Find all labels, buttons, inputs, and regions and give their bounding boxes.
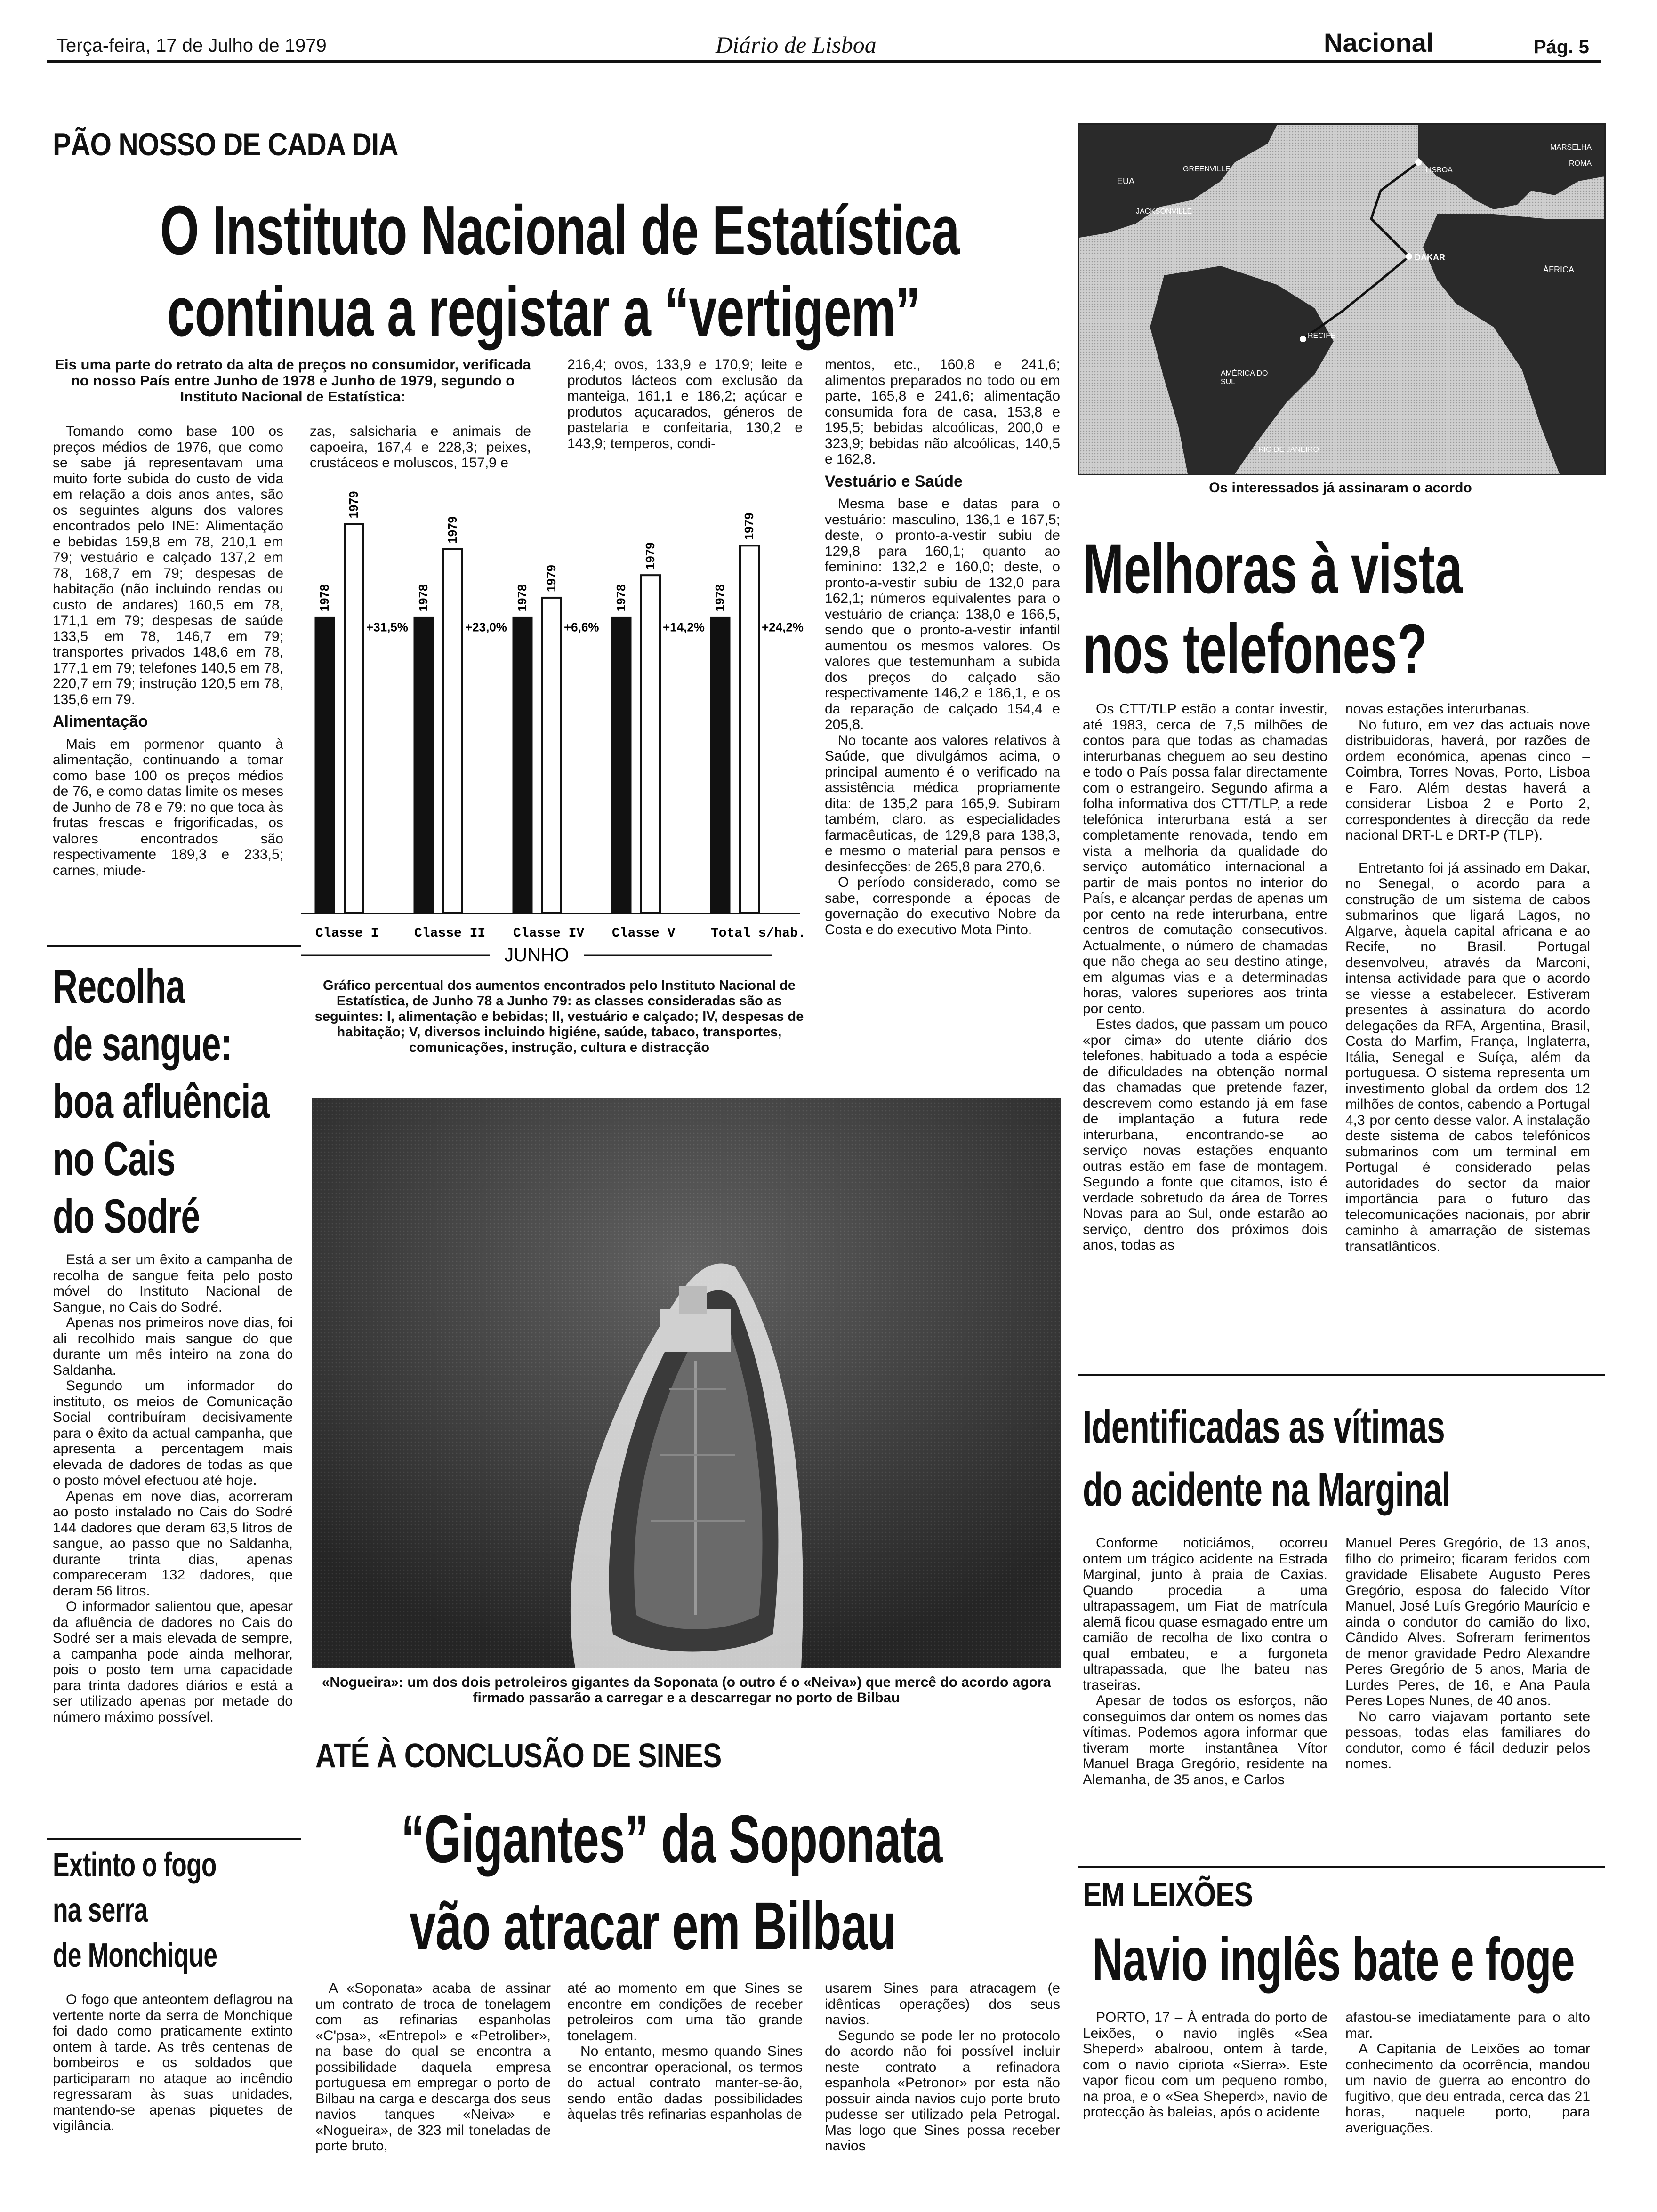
fogo-top-rule <box>47 1838 301 1840</box>
bar-1979-2 <box>443 549 462 913</box>
category-label-4: Classe V <box>612 926 676 941</box>
ine-col2 <box>310 424 531 471</box>
bar-1978-1 <box>315 617 334 913</box>
map-label-africa: ÁFRICA <box>1543 265 1575 274</box>
increase-label-2: +23,0% <box>465 620 507 634</box>
ine-headline-1: O Instituto Nacional de Estatística <box>160 192 959 269</box>
leixoes-col2-p1: afastou-se imediatamente para o alto mar. <box>1345 2010 1590 2041</box>
header-date: Terça-feira, 17 de Julho de 1979 <box>56 35 327 56</box>
photo-caption: «Nogueira»: um dos dois petroleiros gigantes da Soponata (o outro é o «Neiva») que mercê do acordo agora firmado passarão a carregar e a descarregar no porto de Bilbau <box>322 1675 1051 1706</box>
leixoes-top-rule <box>1078 1866 1605 1868</box>
category-label-3: Classe IV <box>513 926 585 941</box>
sangue-top-rule <box>47 945 301 947</box>
map-caption: Os interessados já assinaram o acordo <box>1209 480 1472 496</box>
masthead: Diário de Lisboa <box>716 32 877 58</box>
bar-1979-3 <box>542 598 561 913</box>
bar-1978-4 <box>612 617 631 913</box>
bar-label-1979-1: 1979 <box>346 491 361 519</box>
map-label-dakar: DAKAR <box>1415 253 1445 262</box>
soponata-col2-p1: até ao momento em que Sines se encontre em condições de receber petroleiros com uma tão grande tonelagem. <box>567 1980 803 2044</box>
bar-1978-3 <box>513 617 532 913</box>
leixoes-col2-p2: A Capitania de Leixões ao tomar conhecimento da ocorrência, mandou um navio de guerra ao encontro do fugitivo, que deu entrada, cerca das 21 horas, naquele porto, para averiguações. <box>1345 2041 1590 2136</box>
page-number: Pág. 5 <box>1534 37 1589 57</box>
sangue-headline-line-3: boa afluência <box>53 1074 269 1128</box>
soponata-headline-1: “Gigantes” da Soponata <box>401 1801 942 1877</box>
sangue-p5: O informador salientou que, apesar da afluência de dadores no Cais do Sodré ser a mais elevada de sempre, a campanha pode ainda melhorar, pois o posto tem uma capacidade para trinta dadores diários e está a ser utilizado apenas por metade do número máximo possível. <box>53 1599 293 1725</box>
marginal-col1-p2: Apesar de todos os esforços, não conseguimos dar ontem os nomes das vítimas. Podemos agora informar que tiveram morte instantânea Vítor Manuel Braga Gregório, residente na Alemanha, de 35 anos, e Carlos <box>1083 1693 1327 1787</box>
tanker-illustration <box>312 1098 1061 1668</box>
bar-1979-4 <box>641 575 660 913</box>
ine-sub-vestuario: Vestuário e Saúde <box>825 472 963 490</box>
fogo-headline-line-2: na serra <box>53 1891 148 1929</box>
fogo-headline-line-3: de Monchique <box>53 1937 217 1974</box>
telefones-col1-p1: Os CTT/TLP estão a contar investir, até 1983, cerca de 7,5 milhões de contos para que todas as chamadas interurbanas cheguem ao seu destino e todo o País possa falar directamente com o estrangeiro. Segundo afirma a folha informativa dos CTT/TLP, a rede telefónica interurbana está a ser completamente renovada, tendo em vista a melhoria da qualidade do serviço automático internacional a partir de mais pontos no interior do País, e alcançar perdas de apenas um por cento na rede interurbana, entre centros de comutação consecutivos. Actualmente, o número de chamadas que não chega ao seu destino atinge, em algumas vias e a determinadas horas, valores superiores aos trinta por cento. <box>1083 701 1327 1017</box>
chart-xlabel: JUNHO <box>504 945 569 965</box>
ine-col4-p2: Mesma base e datas para o vestuário: masculino, 136,1 e 167,5; deste, o pronto-a-vestir subiu de 129,8 para 160,1; quanto ao feminino: 132,2 e 160,0; deste, o pronto-a-vestir subiu de 132,0 para 162,1; números equivalentes para o vestuário de criança: 138,0 e 166,5, sendo que o pronto-a-vestir infantil aumentou os mesmos valores. Os valores que testemunham a subida dos preços do calçado são respectivamente 146,2 e 186,1, e os da reparação de calçado 154,4 e 205,8. <box>825 496 1060 732</box>
ine-lead: Eis uma parte do retrato da alta de preços no consumidor, verificada no nosso País entre Junho de 1978 e Junho de 1979, segundo o Instituto Nacional de Estatística: <box>55 356 531 405</box>
ine-col3-p1: 216,4; ovos, 133,9 e 170,9; leite e produtos lácteos com exclusão da manteiga, 161,1 e 186,2; açúcar e produtos açucarados, géneros de pastelaria e confeitaria, 130,2 e 143,9; temperos, condi- <box>567 357 803 451</box>
map-label-eua: EUA <box>1117 176 1135 186</box>
bar-label-1978-4: 1978 <box>614 584 628 612</box>
map-label-rio: RIO DE JANEIRO <box>1258 446 1319 454</box>
category-label-5: Total s/hab. <box>711 926 806 941</box>
marginal-col2 <box>1345 1535 1590 1772</box>
bar-label-1978-1: 1978 <box>317 584 331 612</box>
ine-col2-p1: zas, salsicharia e animais de capoeira, 167,4 e 228,3; peixes, crustáceos e moluscos, 157,9 e <box>310 424 531 471</box>
soponata-col1 <box>315 1980 551 2154</box>
fogo-headline-line-1: Extinto o fogo <box>53 1846 217 1884</box>
sangue-body <box>53 1252 293 1725</box>
header-rule <box>47 60 1601 63</box>
ine-col3 <box>567 357 803 451</box>
category-label-2: Classe II <box>414 926 486 941</box>
ine-kicker: PÃO NOSSO DE CADA DIA <box>53 127 398 162</box>
marginal-col2-p1: Manuel Peres Gregório, de 13 anos, filho do primeiro; ficaram feridos com gravidade Elisabete Augusto Peres Gregório, esposa do falecido Vítor Manuel, José Luís Gregório Maurício e ainda o condutor do camião do lixo, Cândido Alves. Sofreram ferimentos de menor gravidade Pedro Alexandre Peres Gregório de 5 anos, Maria de Lurdes Peres, de 16, e Ana Paula Peres Lopes Nunes, de 40 anos. <box>1345 1535 1590 1708</box>
soponata-col2-p2: No entanto, mesmo quando Sines se encontrar operacional, os termos do actual contrato manter-se-ão, sendo então dadas possibilidades àquelas três refinarias espanholas de <box>567 2044 803 2122</box>
bar-label-1979-3: 1979 <box>544 565 558 592</box>
bar-1978-2 <box>414 617 433 913</box>
ine-col4-p3: No tocante aos valores relativos à Saúde, que divulgámos acima, o principal aumento é o verificado na assistência médica propriamente dita: de 135,2 para 165,9. Subiram também, claro, as especialidades farmacêuticas, de 129,8 para 138,3, e mesmo o material para pensos e desinfecções: de 265,8 para 270,6. <box>825 732 1060 874</box>
category-label-1: Classe I <box>315 926 379 941</box>
telefones-col2-p2: No futuro, em vez das actuais nove distribuidoras, haverá, por razões de ordem económica, apenas cinco – Coimbra, Torres Novas, Porto, Lisboa e Faro. Além destas haverá a considerar Lisboa 2 e Porto 2, correspondentes à direcção da rede nacional DRT-L e DRT-P (TLP). <box>1345 717 1590 843</box>
ine-col4-p1: mentos, etc., 160,8 e 241,6; alimentos preparados no todo ou em parte, 165,8 e 241,6; alimentação consumida fora de casa, 153,8 e 195,5; bebidas alcoólicas, 200,0 e 323,9; bebidas não alcoólicas, 140,5 e 162,8. <box>825 357 1060 467</box>
leixoes-col1-p1: PORTO, 17 – À entrada do porto de Leixões, o navio inglês «Sea Sheperd» abalroou, ontem à tarde, com o navio cipriota «Sierra». Este vapor ficou com um pequeno rombo, na proa, e o «Sea Sheperd», navio de protecção às baleias, após o acidente <box>1083 2010 1327 2120</box>
bar-1979-1 <box>345 524 363 913</box>
map-label-recife: RECIFE <box>1308 332 1335 340</box>
fogo-headline <box>53 1843 275 1978</box>
bar-1979-5 <box>740 545 759 913</box>
marginal-col2-p2: No carro viajavam portanto sete pessoas, todas elas familiares do condutor, como é fácil deduzir pelos nomes. <box>1345 1708 1590 1771</box>
fogo-body <box>53 1992 293 2134</box>
section-label: Nacional <box>1324 28 1434 57</box>
bar-label-1978-5: 1978 <box>713 584 727 612</box>
map-label-marselha: MARSELHA <box>1550 144 1592 152</box>
bar-label-1978-2: 1978 <box>416 584 430 612</box>
map-label-roma: ROMA <box>1569 160 1592 168</box>
telefones-col1-p2: Estes dados, que passam um pouco «por cima» do utente diário dos telefones, habituado a toda a espécie de dificuldades na obtenção normal das chamadas que pretende fazer, descrevem como estando já em fase de implantação a futura rede interurbana, encontrando-se ao serviço novas estações enquanto outras estão em fase de montagem. Segundo a fonte que citamos, isto é verdade sobretudo da área de Torres Novas para ao Sul, onde estarão ao serviço, dentro dos próximos dois anos, todas as <box>1083 1017 1327 1253</box>
telefones-col2 <box>1345 701 1590 1254</box>
sangue-p2: Apenas nos primeiros nove dias, foi ali recolhido mais sangue do que durante um mês inteiro na zona do Saldanha. <box>53 1315 293 1378</box>
soponata-headline-2: vão atracar em Bilbau <box>410 1888 896 1964</box>
sangue-headline-line-1: Recolha <box>53 960 185 1013</box>
sangue-headline-line-4: no Cais <box>53 1132 176 1186</box>
ine-sub-alimentacao: Alimentação <box>53 713 148 730</box>
ine-col1-p2: Mais em pormenor quanto à alimentação, continuando a tomar como base 100 os preços médios de 76, e como datas limite os meses de Junho de 78 e 79: no que toca às frutas frescas e frigorificadas, os valores encontrados são respectivamente 189,3 e 233,5; carnes, miude- <box>53 736 283 878</box>
fogo-p1: O fogo que anteontem deflagrou na vertente norte da serra de Monchique foi dado como praticamente extinto ontem à tarde. As três centenas de bombeiros e os soldados que participaram no ataque ao incêndio regressaram às suas unidades, mantendo-se apenas piquetes de vigilância. <box>53 1992 293 2133</box>
increase-label-5: +24,2% <box>762 620 804 634</box>
marginal-col1 <box>1083 1535 1327 1787</box>
soponata-col3-p1: usarem Sines para atracagem (e idênticas operações) dos seus navios. <box>825 1980 1060 2028</box>
leixoes-col1 <box>1083 2010 1327 2120</box>
map-label-america-sul: AMÉRICA DO SUL <box>1221 369 1268 386</box>
increase-label-3: +6,6% <box>564 620 599 634</box>
soponata-col3-p2: Segundo se pode ler no protocolo do acordo não foi possível incluir neste contrato a refinadora espanhola «Petronor» por esta não possuir ainda navios cujo porte bruto pudesse ser utilizado pela Petrogal. Mas logo que Sines possa receber navios <box>825 2028 1060 2154</box>
map-label-jacksonville: JACKSONVILLE <box>1136 208 1192 216</box>
map-graphic <box>1079 125 1604 474</box>
leixoes-col2 <box>1345 2010 1590 2136</box>
increase-label-4: +14,2% <box>663 620 705 634</box>
soponata-col3 <box>825 1980 1060 2154</box>
chart-caption: Gráfico percentual dos aumentos encontrados pelo Instituto Nacional de Estatística, de Junho 78 a Junho 79: as classes consideradas são as seguintes: I, alimentação e bebidas; II, vestuário e calçado; IV, despesas de habitação; V, diversos incluindo higiéne, saúde, tabaco, transportes, comunicações, instrução, cultura e distracção <box>314 978 804 1055</box>
telefones-col1 <box>1083 701 1327 1253</box>
marginal-headline-2: do acidente na Marginal <box>1083 1463 1451 1516</box>
soponata-col2 <box>567 1980 803 2123</box>
sangue-headline <box>53 958 354 1245</box>
bar-1978-5 <box>711 617 730 913</box>
telefones-headline-2: nos telefones? <box>1083 609 1427 688</box>
bar-label-1978-3: 1978 <box>515 584 529 612</box>
map-label-greenville: GREENVILLE <box>1183 165 1231 173</box>
marginal-headline-1: Identificadas as vítimas <box>1083 1401 1445 1453</box>
ine-col1 <box>53 424 283 878</box>
ine-headline-2: continua a registar a “vertigem” <box>167 273 920 351</box>
telefones-headline-1: Melhoras à vista <box>1083 529 1462 608</box>
price-increase-chart <box>301 480 814 970</box>
telefones-col2-p3: Entretanto foi já assinado em Dakar, no Senegal, o acordo para a construção de um sistema de cabos submarinos que ligará Lagos, no Algarve, àquela capital africana e ao Recife, no Brasil. Portugal desenvolveu, através da Marconi, intensa actividade para que o acordo se viesse a estabelecer. Estiveram presentes à assinatura do acordo delegações da RFA, Argentina, Brasil, Costa do Marfim, França, Inglaterra, Itália, Senegal e Suíça, além da portuguesa. O sistema representa um investimento global da ordem dos 12 milhões de contos, cabendo a Portugal 4,3 por cento desse valor. A instalação deste sistema de cabos telefónicos submarinos com um terminal em Portugal é considerado pelas autoridades do sector da maior importância para o futuro das telecomunicações nacionais, por abrir caminho à amarração de sistemas transatlânticos. <box>1345 860 1590 1254</box>
soponata-kicker: ATÉ À CONCLUSÃO DE SINES <box>315 1737 722 1775</box>
soponata-col1-p1: A «Soponata» acaba de assinar um contrato de troca de tonelagem com as refinarias espanholas «C'psa», «Entrepol» e «Petroliber», na base do qual se encontra a possibilidade daquela empresa portuguesa em empregar o porto de Bilbau na carga e descarga dos seus navios tanques «Neiva» e «Nogueira», de 323 mil toneladas de porte bruto, <box>315 1980 551 2154</box>
telefones-col2-p1: novas estações interurbanas. <box>1345 701 1530 717</box>
ine-col4 <box>825 357 1060 938</box>
marginal-top-rule <box>1078 1374 1605 1376</box>
cable-map <box>1078 123 1606 475</box>
sangue-headline-line-2: de sangue: <box>53 1017 232 1071</box>
tanker-photo <box>312 1098 1061 1668</box>
marginal-col1-p1: Conforme noticiámos, ocorreu ontem um trágico acidente na Estrada Marginal, junto à praia de Caxias. Quando procedia a uma ultrapassagem, um Fiat de matrícula alemã ficou quase esmagado entre um camião de recolha de lixo contra o qual embateu, e a furgoneta ultrapassada, que lhe bateu nas traseiras. <box>1083 1535 1327 1693</box>
map-label-lisboa: LISBOA <box>1425 166 1453 174</box>
sangue-p4: Apenas em nove dias, acorreram ao posto instalado no Cais do Sodré 144 dadores que deram 63,5 litros de sangue, ao passo que no Saldanha, durante trinta dias, apenas compareceram 132 dadores, que deram 56 litros. <box>53 1488 293 1599</box>
ine-col1-p1: Tomando como base 100 os preços médios de 1976, que como se sabe já representavam uma muito forte subida do custo de vida em relação a dois anos antes, são os seguintes alguns dos valores encontrados pelo INE: Alimentação e bebidas 159,8 em 78, 210,1 em 79; vestuário e calçado 137,2 em 78, 168,7 em 79; despesas de habitação (não incluindo rendas ou custo de andares) 160,5 em 78, 171,1 em 79; despesas de saúde 133,5 em 78, 146,7 em 79; transportes privados 148,6 em 78, 177,1 em 79; telefones 140,5 em 78, 220,7 em 79; instrução 120,5 em 78, 135,6 em 79. <box>53 424 283 707</box>
ine-col4-p4: O período considerado, como se sabe, corresponde a épocas de governação do executivo Nobre da Costa e do executivo Mota Pinto. <box>825 874 1060 938</box>
leixoes-kicker: EM LEIXÕES <box>1083 1876 1253 1914</box>
sangue-headline-line-5: do Sodré <box>53 1189 200 1243</box>
bar-label-1979-5: 1979 <box>742 513 756 540</box>
sangue-p1: Está a ser um êxito a campanha de recolha de sangue feita pelo posto móvel do Instituto Nacional de Sangue, no Cais do Sodré. <box>53 1252 293 1315</box>
sangue-p3: Segundo um informador do instituto, os meios de Comunicação Social contribuíram decisivamente para o êxito da actual campanha, que apresenta a percentagem mais elevada de dadores de todas as que o posto móvel efectuou até hoje. <box>53 1378 293 1488</box>
bar-label-1979-2: 1979 <box>445 516 459 544</box>
increase-label-1: +31,5% <box>366 620 408 634</box>
leixoes-headline: Navio inglês bate e foge <box>1092 1925 1575 1994</box>
bar-label-1979-4: 1979 <box>643 542 657 570</box>
